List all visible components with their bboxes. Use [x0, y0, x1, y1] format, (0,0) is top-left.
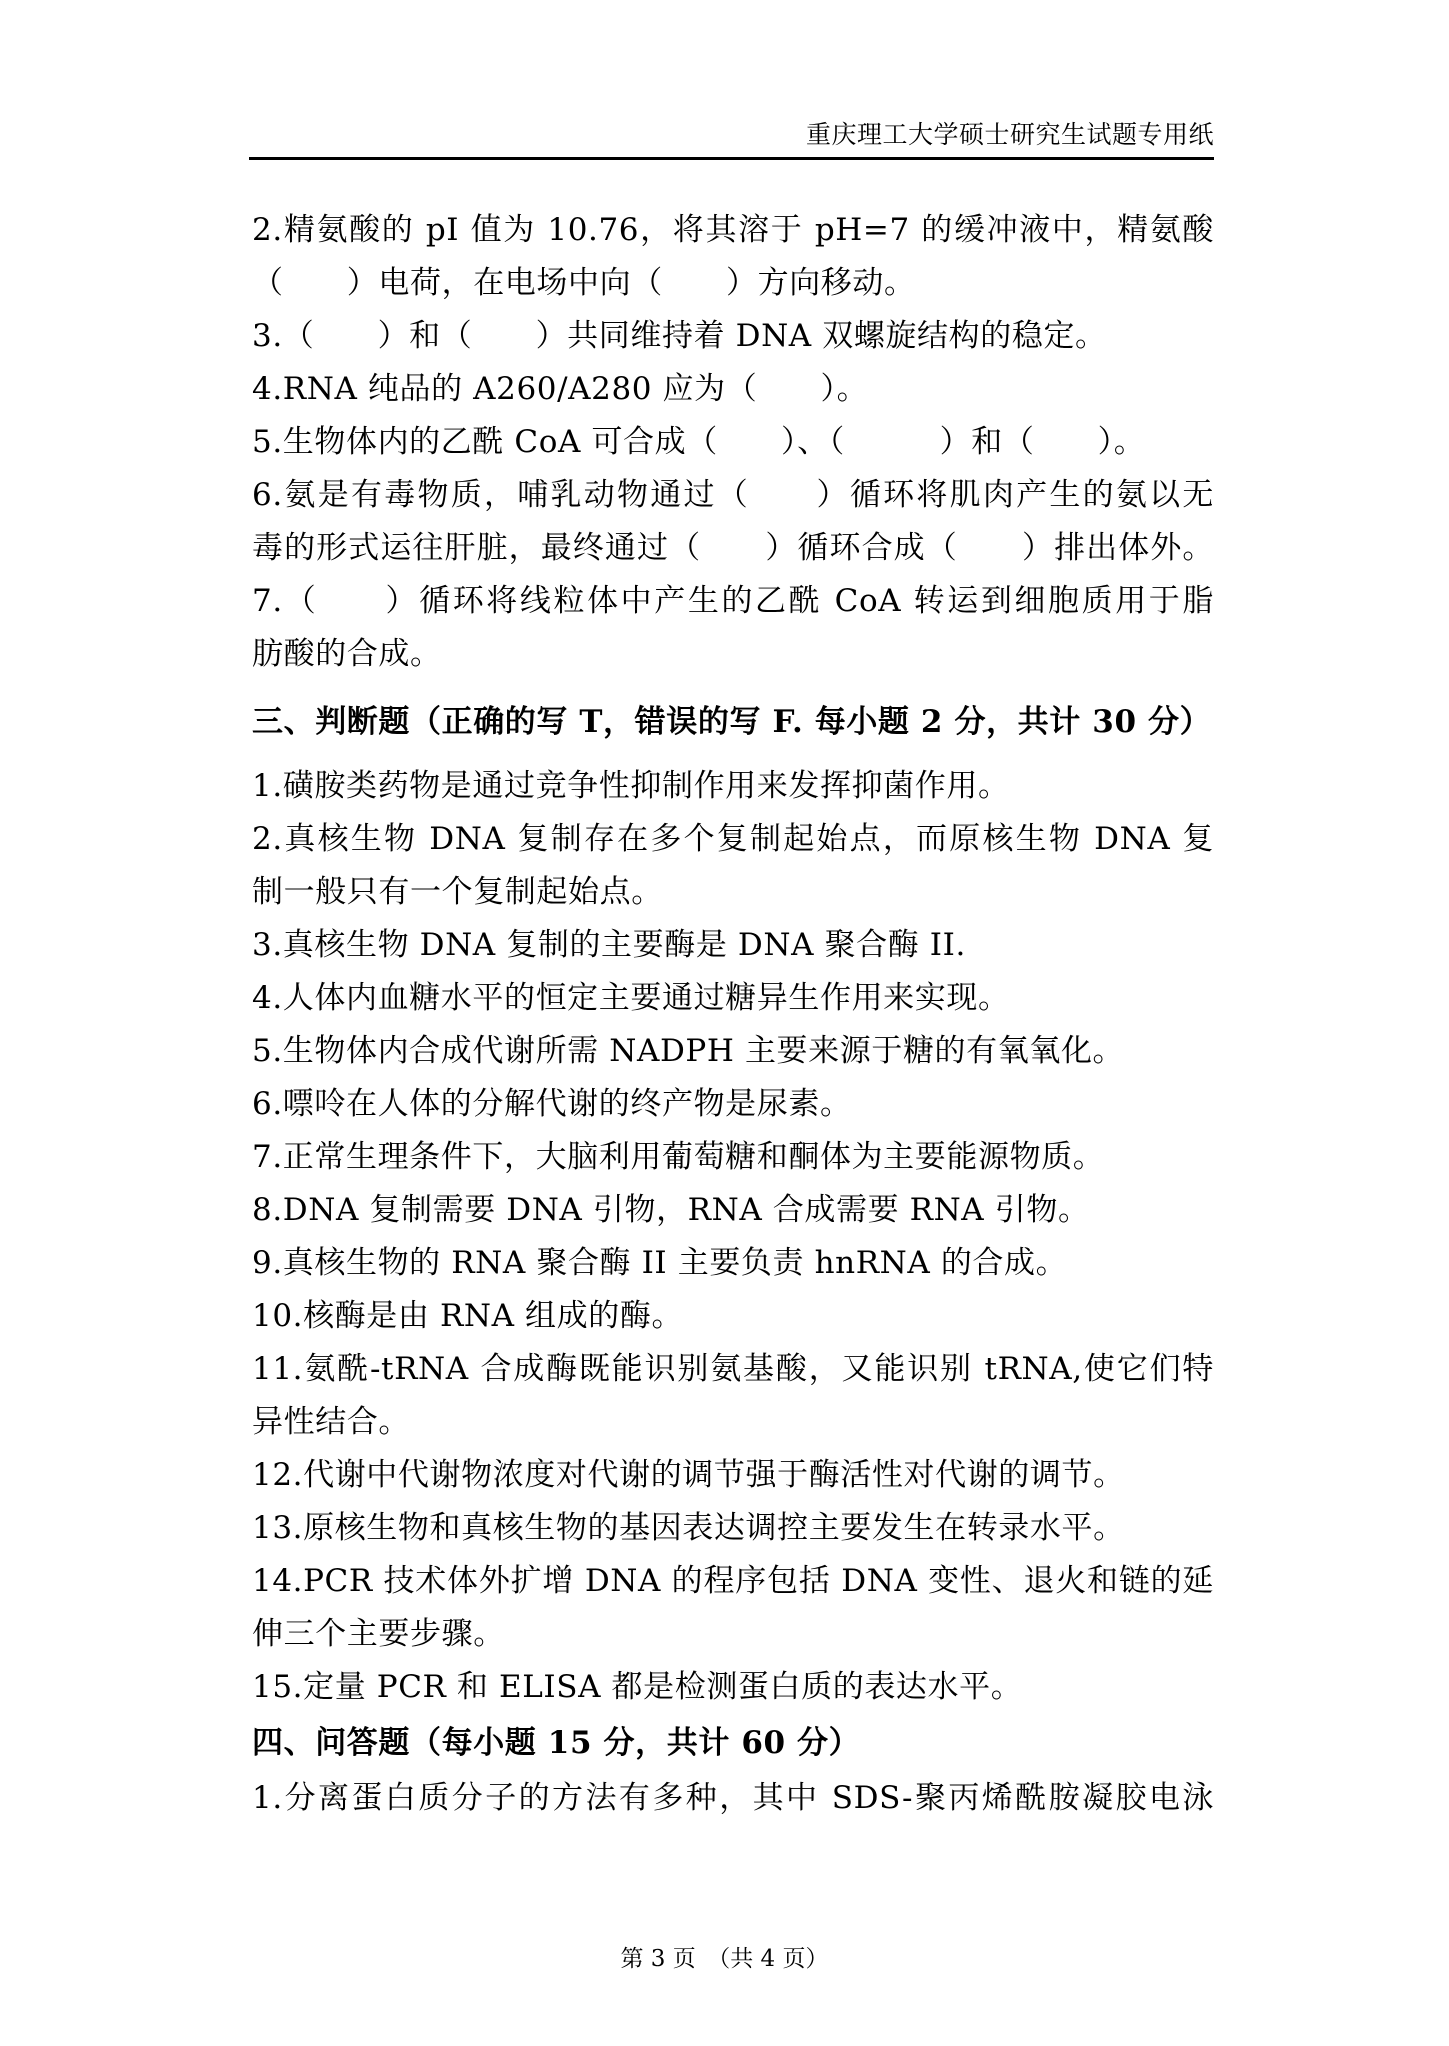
text-line: 7.（ ）循环将线粒体中产生的乙酰 CoA 转运到细胞质用于脂 [252, 583, 1214, 619]
text-line: 6.氨是有毒物质，哺乳动物通过（ ）循环将肌肉产生的氨以无 [252, 477, 1214, 513]
question-line: 12.代谢中代谢物浓度对代谢的调节强于酶活性对代谢的调节。 [252, 1457, 1125, 1493]
question-line: 10.核酶是由 RNA 组成的酶。 [252, 1298, 684, 1334]
question-line: 异性结合。 [252, 1404, 410, 1440]
question-line: 伸三个主要步骤。 [252, 1616, 505, 1652]
text-line: 4.RNA 纯品的 A260/A280 应为（ ）。 [252, 371, 869, 407]
section-heading-true-false: 三、判断题（正确的写 T，错误的写 F. 每小题 2 分，共计 30 分） [252, 704, 1212, 740]
text-line: 5.生物体内的乙酰 CoA 可合成（ ）、（ ）和（ ）。 [252, 424, 1146, 460]
text-line: 肪酸的合成。 [252, 636, 442, 672]
page-content [252, 204, 1214, 1825]
question-line: 制一般只有一个复制起始点。 [252, 874, 663, 910]
text-line: 毒的形式运往肝脏，最终通过（ ）循环合成（ ）排出体外。 [252, 530, 1214, 566]
question-line: 4.人体内血糖水平的恒定主要通过糖异生作用来实现。 [252, 980, 1010, 1016]
page-header-title: 重庆理工大学硕士研究生试题专用纸 [805, 120, 1214, 149]
question-line: 1.分离蛋白质分子的方法有多种，其中 SDS-聚丙烯酰胺凝胶电泳 [252, 1780, 1214, 1816]
question-line: 6.嘌呤在人体的分解代谢的终产物是尿素。 [252, 1086, 852, 1122]
question-line: 11.氨酰-tRNA 合成酶既能识别氨基酸，又能识别 tRNA,使它们特 [252, 1351, 1214, 1387]
text-line: 2.精氨酸的 pI 值为 10.76，将其溶于 pH=7 的缓冲液中，精氨酸 [252, 212, 1214, 248]
text-line: 3.（ ）和（ ）共同维持着 DNA 双螺旋结构的稳定。 [252, 318, 1107, 354]
page-footer-number: 第 3 页 （共 4 页） [620, 1946, 829, 1972]
text-line: （ ）电荷，在电场中向（ ）方向移动。 [252, 265, 916, 301]
question-line: 2.真核生物 DNA 复制存在多个复制起始点，而原核生物 DNA 复 [252, 821, 1214, 857]
question-line: 3.真核生物 DNA 复制的主要酶是 DNA 聚合酶 II. [252, 927, 966, 963]
header-rule [249, 157, 1214, 160]
question-line: 7.正常生理条件下，大脑利用葡萄糖和酮体为主要能源物质。 [252, 1139, 1105, 1175]
question-line: 1.磺胺类药物是通过竞争性抑制作用来发挥抑菌作用。 [252, 768, 1010, 804]
section-heading-short-answer: 四、问答题（每小题 15 分，共计 60 分） [252, 1725, 861, 1761]
question-line: 14.PCR 技术体外扩增 DNA 的程序包括 DNA 变性、退火和链的延 [252, 1563, 1214, 1599]
question-line: 8.DNA 复制需要 DNA 引物，RNA 合成需要 RNA 引物。 [252, 1192, 1090, 1228]
question-line: 9.真核生物的 RNA 聚合酶 II 主要负责 hnRNA 的合成。 [252, 1245, 1068, 1281]
question-line: 5.生物体内合成代谢所需 NADPH 主要来源于糖的有氧氧化。 [252, 1033, 1125, 1069]
question-line: 15.定量 PCR 和 ELISA 都是检测蛋白质的表达水平。 [252, 1669, 1023, 1705]
question-line: 13.原核生物和真核生物的基因表达调控主要发生在转录水平。 [252, 1510, 1125, 1546]
